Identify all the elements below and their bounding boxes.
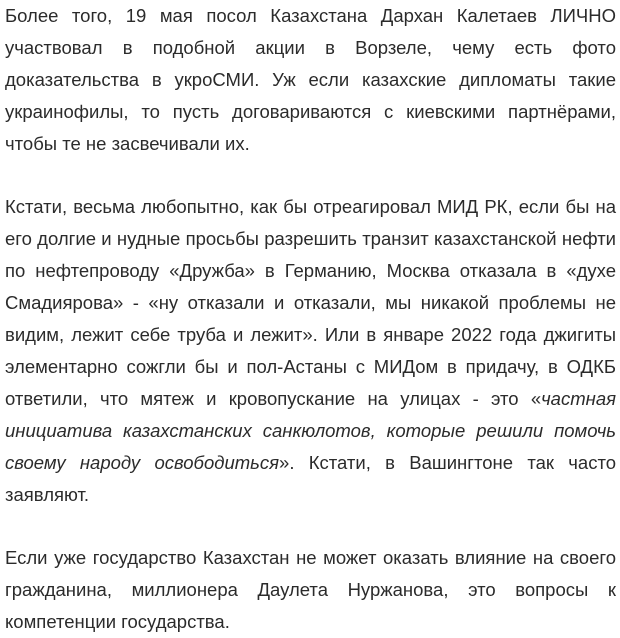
- paragraph-2: [5, 191, 616, 511]
- paragraph-3: Если уже государство Казахстан не может оказать влияние на своего гражданина, миллионера Даулета Нуржанова, это вопросы к компетенции государства.: [5, 547, 616, 632]
- paragraph-2-text-start: Кстати, весьма любопытно, как бы отреагировал МИД РК, если бы на его долгие и нудные просьбы разрешить транзит казахстанской нефти по нефтепроводу «Дружба» в Германию, Москва отказала в «духе Смадиярова» - «ну отказали и отказали, мы никакой проблемы не видим, лежит себе труба и лежит». Или в январе 2022 года джигиты элементарно сожгли бы и пол-Астаны с МИДом в придачу, в ОДКБ ответили, что мятеж и кровопускание на улицах - это «: [5, 196, 616, 409]
- paragraph-2-italic-quote: частная инициатива казахстанских санкюлотов, которые решили помочь своему народу освободиться: [5, 388, 616, 473]
- paragraph-2-text-end: ». Кстати, в Вашингтоне так часто заявляют.: [5, 452, 616, 505]
- paragraph-1: Более того, 19 мая посол Казахстана Дархан Калетаев ЛИЧНО участвовал в подобной акции в Ворзеле, чему есть фото доказательства в укроСМИ. Уж если казахские дипломаты такие украинофилы, то пусть договариваются с киевскими партнёрами, чтобы те не засвечивали их.: [5, 5, 616, 154]
